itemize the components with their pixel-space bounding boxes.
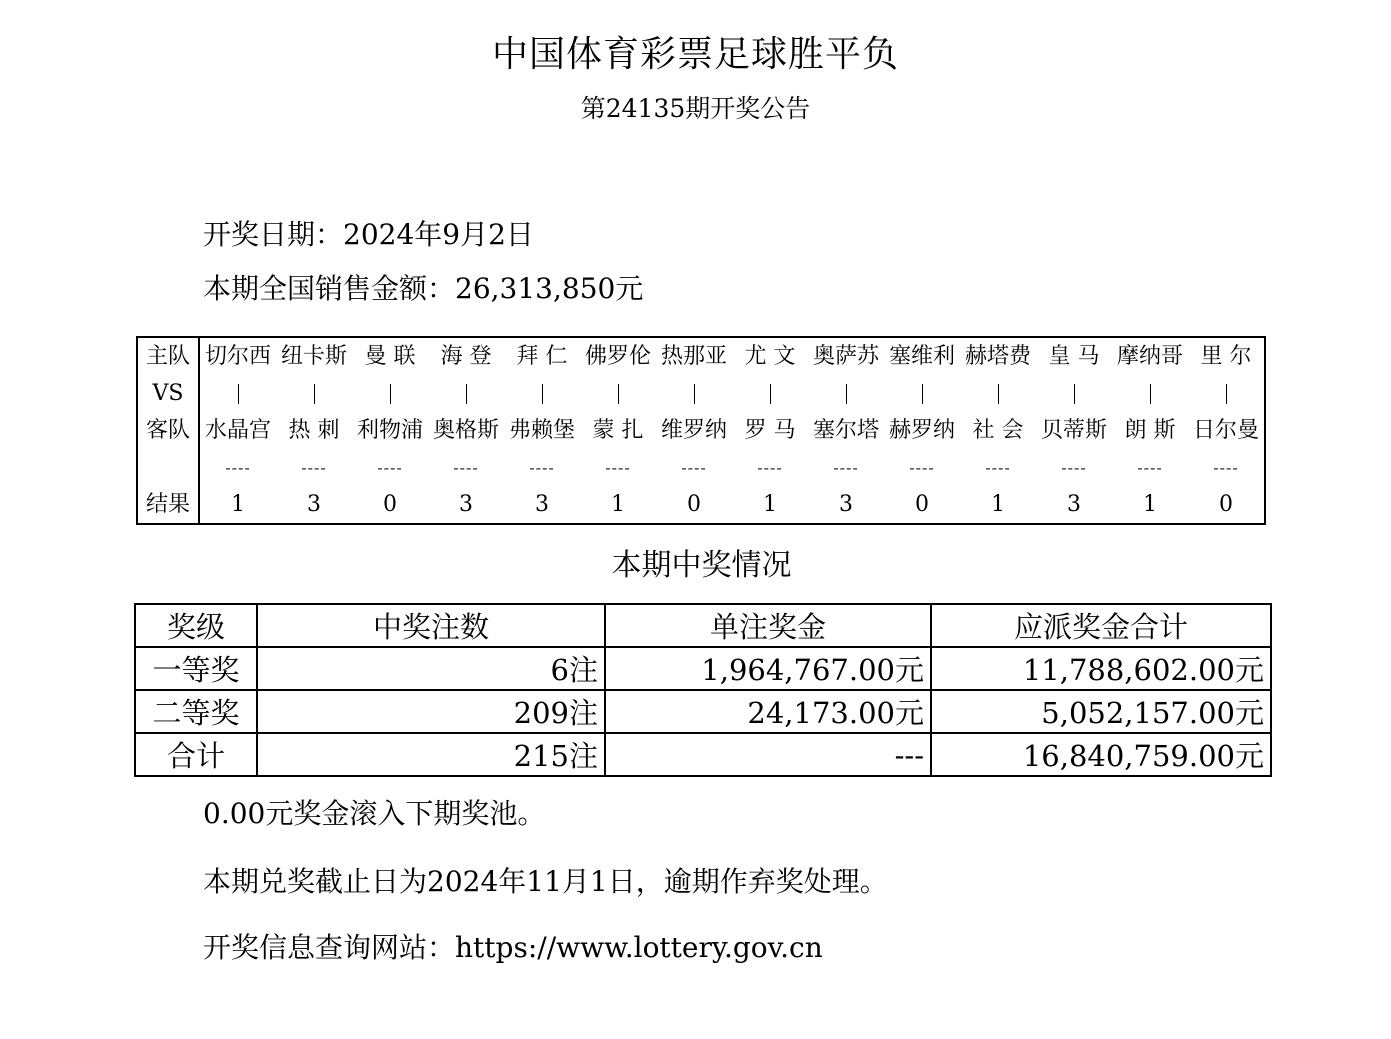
prize-level: 二等奖 bbox=[135, 690, 257, 733]
vs-row bbox=[137, 375, 1265, 412]
vs-divider-line bbox=[998, 384, 999, 404]
away-team: 蒙 扎 bbox=[592, 418, 644, 443]
away-team: 弗赖堡 bbox=[508, 418, 575, 443]
prize-row bbox=[135, 647, 1271, 690]
away-team: 赫罗纳 bbox=[888, 418, 955, 443]
home-team: 皇 马 bbox=[1048, 344, 1100, 369]
vs-divider-line bbox=[542, 384, 543, 404]
home-label: 主队 bbox=[137, 337, 199, 375]
page-title: 中国体育彩票足球胜平负 bbox=[491, 34, 899, 75]
result-divider: ---- bbox=[681, 458, 707, 477]
prize-section-title: 本期中奖情况 bbox=[611, 548, 792, 583]
draw-number: 第24135期开奖公告 bbox=[580, 94, 811, 123]
away-team: 朗 斯 bbox=[1124, 418, 1176, 443]
vs-divider-line bbox=[1226, 384, 1227, 404]
vs-divider-line bbox=[922, 384, 923, 404]
vs-divider-line bbox=[1074, 384, 1075, 404]
vs-divider-line bbox=[694, 384, 695, 404]
result-divider: ---- bbox=[225, 458, 251, 477]
match-result: 1 bbox=[611, 492, 625, 517]
result-divider: ---- bbox=[833, 458, 859, 477]
home-team: 里 尔 bbox=[1200, 344, 1252, 369]
header-single: 单注奖金 bbox=[605, 604, 931, 647]
away-team: 日尔曼 bbox=[1192, 418, 1259, 443]
match-result: 1 bbox=[991, 492, 1005, 517]
home-team: 切尔西 bbox=[204, 344, 271, 369]
vs-divider bbox=[1188, 375, 1265, 412]
header-count: 中奖注数 bbox=[257, 604, 605, 647]
vs-divider-line bbox=[238, 384, 239, 404]
home-team: 海 登 bbox=[440, 344, 492, 369]
result-divider: ---- bbox=[453, 458, 479, 477]
away-team: 社 会 bbox=[972, 418, 1024, 443]
away-team: 水晶宫 bbox=[204, 418, 271, 443]
prize-total: 5,052,157.00元 bbox=[931, 690, 1271, 733]
result-divider: ---- bbox=[1137, 458, 1163, 477]
prize-count: 209注 bbox=[257, 690, 605, 733]
vs-divider bbox=[808, 375, 884, 412]
prize-table bbox=[134, 603, 1272, 777]
prize-level: 合计 bbox=[135, 733, 257, 776]
deadline-note: 本期兑奖截止日为2024年11月1日，逾期作弃奖处理。 bbox=[203, 865, 888, 898]
home-team: 热那亚 bbox=[660, 344, 727, 369]
away-row bbox=[137, 412, 1265, 449]
result-divider: ---- bbox=[301, 458, 327, 477]
dash-spacer bbox=[137, 449, 199, 486]
vs-divider-line bbox=[466, 384, 467, 404]
prize-single: --- bbox=[605, 733, 931, 776]
home-team: 拜 仁 bbox=[516, 344, 568, 369]
vs-divider bbox=[504, 375, 580, 412]
home-team: 摩纳哥 bbox=[1116, 344, 1183, 369]
match-result: 0 bbox=[383, 492, 397, 517]
rollover-note: 0.00元奖金滚入下期奖池。 bbox=[203, 797, 546, 830]
prize-level: 一等奖 bbox=[135, 647, 257, 690]
prize-total: 16,840,759.00元 bbox=[931, 733, 1271, 776]
home-team: 纽卡斯 bbox=[280, 344, 347, 369]
result-divider: ---- bbox=[1213, 458, 1239, 477]
away-team: 奥格斯 bbox=[432, 418, 499, 443]
vs-label: VS bbox=[137, 375, 199, 412]
result-divider: ---- bbox=[909, 458, 935, 477]
prize-count: 215注 bbox=[257, 733, 605, 776]
match-result: 3 bbox=[535, 492, 549, 517]
result-divider: ---- bbox=[377, 458, 403, 477]
match-result: 3 bbox=[459, 492, 473, 517]
vs-divider bbox=[352, 375, 428, 412]
vs-divider bbox=[884, 375, 960, 412]
away-team: 维罗纳 bbox=[660, 418, 727, 443]
match-result: 3 bbox=[307, 492, 321, 517]
result-row bbox=[137, 486, 1265, 524]
vs-divider-line bbox=[618, 384, 619, 404]
sales-amount: 本期全国销售金额：26,313,850元 bbox=[203, 272, 644, 305]
home-team: 赫塔费 bbox=[964, 344, 1031, 369]
match-result: 3 bbox=[839, 492, 853, 517]
prize-count: 6注 bbox=[257, 647, 605, 690]
away-team: 罗 马 bbox=[744, 418, 796, 443]
match-result: 1 bbox=[1143, 492, 1157, 517]
home-team: 曼 联 bbox=[364, 344, 416, 369]
header-level: 奖级 bbox=[135, 604, 257, 647]
draw-date: 开奖日期：2024年9月2日 bbox=[203, 218, 534, 251]
home-team: 奥萨苏 bbox=[812, 344, 879, 369]
prize-total: 11,788,602.00元 bbox=[931, 647, 1271, 690]
away-team: 贝蒂斯 bbox=[1040, 418, 1107, 443]
vs-divider-line bbox=[314, 384, 315, 404]
result-label: 结果 bbox=[137, 486, 199, 524]
home-team: 尤 文 bbox=[744, 344, 796, 369]
vs-divider-line bbox=[390, 384, 391, 404]
prize-total-row bbox=[135, 733, 1271, 776]
vs-divider-line bbox=[770, 384, 771, 404]
vs-divider bbox=[199, 375, 276, 412]
away-team: 利物浦 bbox=[356, 418, 423, 443]
match-result: 1 bbox=[763, 492, 777, 517]
vs-divider bbox=[960, 375, 1036, 412]
away-label: 客队 bbox=[137, 412, 199, 449]
match-result: 0 bbox=[1219, 492, 1233, 517]
vs-divider bbox=[1112, 375, 1188, 412]
match-result: 3 bbox=[1067, 492, 1081, 517]
match-result: 1 bbox=[231, 492, 245, 517]
vs-divider bbox=[732, 375, 808, 412]
vs-divider bbox=[1036, 375, 1112, 412]
match-result: 0 bbox=[915, 492, 929, 517]
vs-divider bbox=[580, 375, 656, 412]
home-row bbox=[137, 337, 1265, 375]
vs-divider bbox=[276, 375, 352, 412]
prize-header-row bbox=[135, 604, 1271, 647]
website-note: 开奖信息查询网站：https://www.lottery.gov.cn bbox=[203, 931, 823, 964]
away-team: 热 刺 bbox=[288, 418, 340, 443]
home-team: 塞维利 bbox=[888, 344, 955, 369]
vs-divider-line bbox=[846, 384, 847, 404]
match-results-table bbox=[136, 336, 1266, 525]
result-divider: ---- bbox=[529, 458, 555, 477]
away-team: 塞尔塔 bbox=[812, 418, 879, 443]
prize-single: 24,173.00元 bbox=[605, 690, 931, 733]
result-divider: ---- bbox=[1061, 458, 1087, 477]
vs-divider bbox=[428, 375, 504, 412]
header-total: 应派奖金合计 bbox=[931, 604, 1271, 647]
result-divider: ---- bbox=[757, 458, 783, 477]
prize-single: 1,964,767.00元 bbox=[605, 647, 931, 690]
home-team: 佛罗伦 bbox=[584, 344, 651, 369]
result-divider: ---- bbox=[985, 458, 1011, 477]
vs-divider bbox=[656, 375, 732, 412]
dash-row bbox=[137, 449, 1265, 486]
prize-row bbox=[135, 690, 1271, 733]
vs-divider-line bbox=[1150, 384, 1151, 404]
result-divider: ---- bbox=[605, 458, 631, 477]
match-result: 0 bbox=[687, 492, 701, 517]
